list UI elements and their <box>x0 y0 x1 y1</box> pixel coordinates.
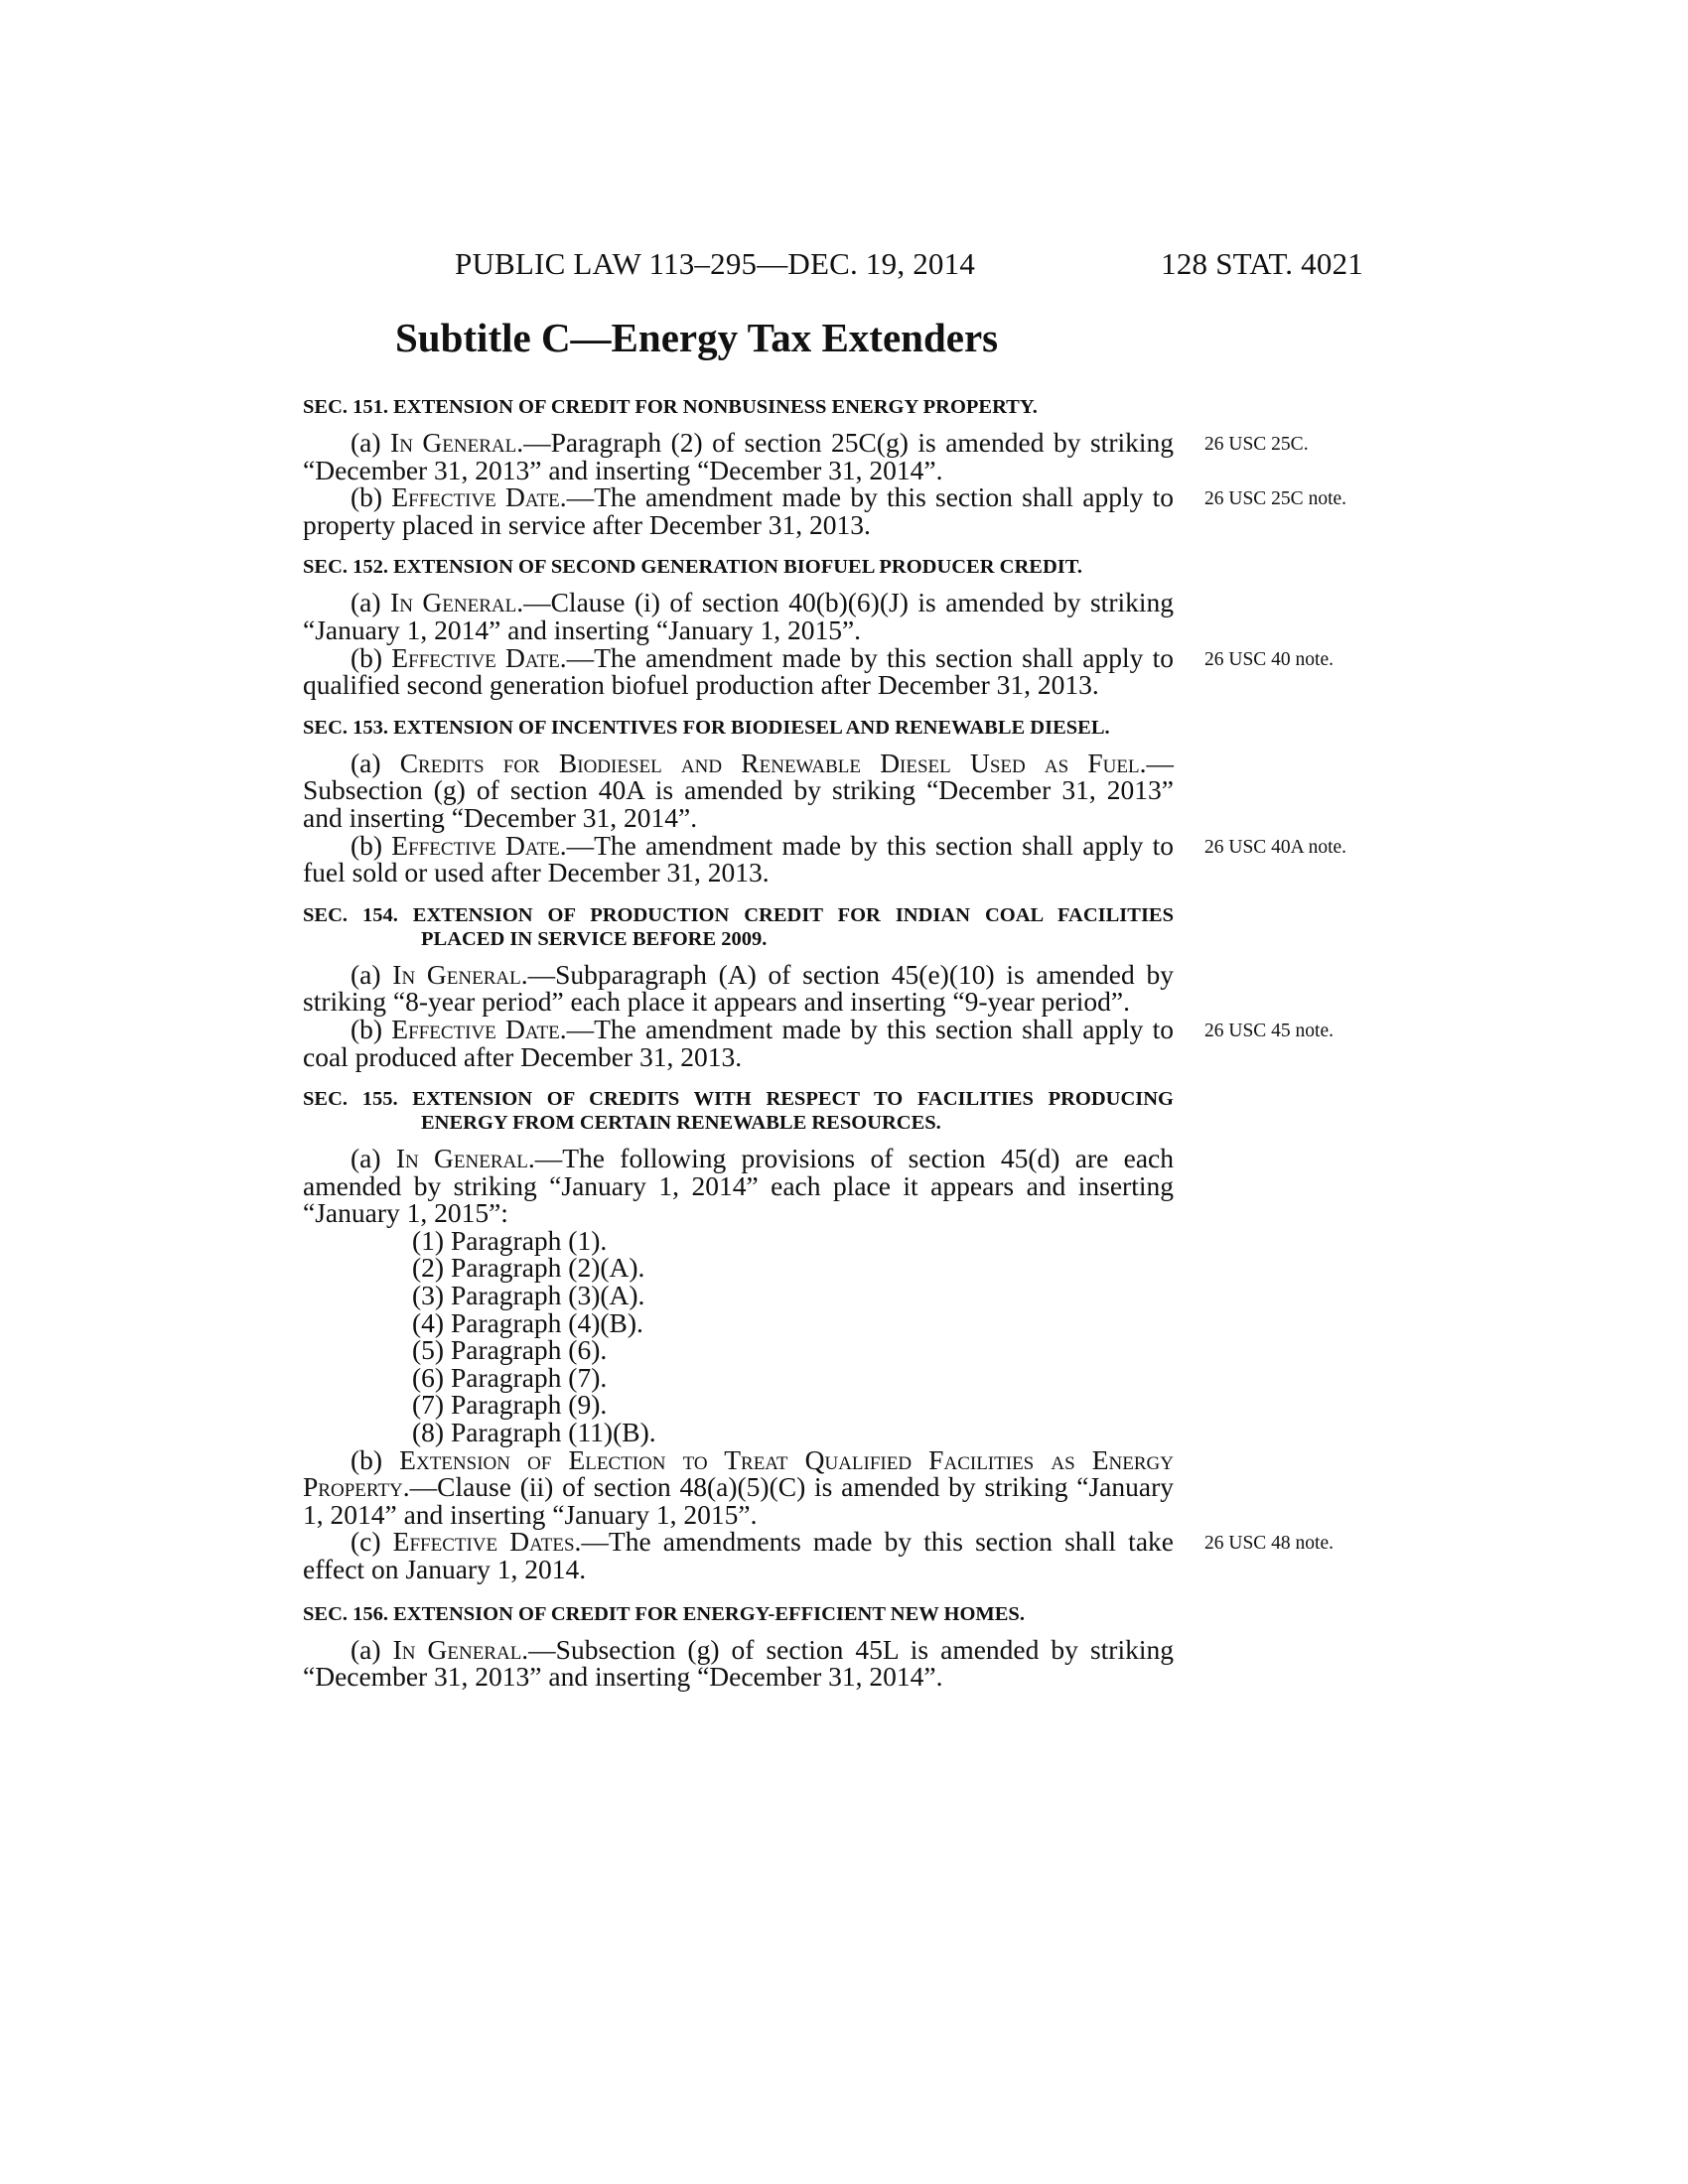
subsection-text: .—The amendment made by this section shall apply to fuel sold or used after December 31, 2013. <box>303 829 1174 888</box>
subsection-a <box>303 958 1174 1018</box>
section-heading: SEC. 154. EXTENSION OF PRODUCTION CREDIT FOR INDIAN COAL FACILITIES PLACED IN SERVICE BEFORE 2009. <box>303 903 1174 950</box>
subsection-caption: Effective Dates <box>392 1526 575 1558</box>
subsection-text: .—The amendment made by this section shall apply to property placed in service after December 31, 2013. <box>303 481 1174 540</box>
subsection-label: (b) <box>351 829 392 861</box>
subtitle-heading: Subtitle C—Energy Tax Extenders <box>395 315 999 360</box>
subsection-caption: In General <box>392 958 521 990</box>
subsection-a <box>303 1633 1174 1693</box>
subsection-text: .—Clause (ii) of section 48(a)(5)(C) is amended by striking “January 1, 2014” and inserting “January 1, 2015”. <box>303 1471 1174 1530</box>
subsection-caption: In General <box>390 427 517 458</box>
section-156 <box>303 1602 1174 1691</box>
paragraph-list-item: (7) Paragraph (9). <box>412 1389 608 1421</box>
section-153 <box>303 716 1347 888</box>
subsection-text: .—Subsection (g) of section 40A is amended by striking “December 31, 2013” and inserting “December 31, 2014”. <box>303 747 1174 833</box>
paragraph-list-item: (4) Paragraph (4)(B). <box>412 1306 643 1338</box>
usc-margin-note: 26 USC 25C note. <box>1204 488 1347 510</box>
subsection-b <box>303 1013 1335 1072</box>
subsection-b <box>303 641 1335 701</box>
subsection-caption: In General <box>395 1143 528 1174</box>
subsection-label: (b) <box>351 641 392 673</box>
section-heading: SEC. 152. EXTENSION OF SECOND GENERATION BIOFUEL PRODUCER CREDIT. <box>303 556 1083 579</box>
subsection-text: .—Subparagraph (A) of section 45(e)(10) is amended by striking “8-year period” each place it appears and inserting “9-year period”. <box>303 958 1174 1018</box>
subsection-text: .—The amendments made by this section shall take effect on January 1, 2014. <box>303 1526 1174 1584</box>
usc-margin-note: 26 USC 45 note. <box>1204 1020 1335 1041</box>
document-body <box>303 395 1347 1693</box>
section-151 <box>303 395 1347 540</box>
subsection-text: .—The amendment made by this section shall apply to qualified second generation biofuel production after December 31, 2013. <box>303 641 1174 701</box>
subsection-text: .—The following provisions of section 45(d) are each amended by striking “January 1, 2014” each place it appears and inserting “January 1, 2015”: <box>303 1143 1175 1229</box>
subsection-label: (a) <box>351 747 400 778</box>
paragraph-list-item: (3) Paragraph (3)(A). <box>412 1280 645 1311</box>
usc-margin-note: 26 USC 25C. <box>1204 434 1309 455</box>
section-heading: SEC. 155. EXTENSION OF CREDITS WITH RESPECT TO FACILITIES PRODUCING ENERGY FROM CERTAIN RENEWABLE RESOURCES. <box>303 1088 1174 1135</box>
subsection-caption: In General <box>390 587 517 618</box>
subsection-text: .—The amendment made by this section shall apply to coal produced after December 31, 2013. <box>303 1013 1174 1072</box>
subsection-label: (b) <box>351 1443 400 1475</box>
usc-margin-note: 26 USC 48 note. <box>1204 1533 1335 1555</box>
subsection-label: (a) <box>351 587 391 618</box>
subsection-b <box>303 1443 1174 1530</box>
subsection-label: (b) <box>351 481 392 513</box>
paragraph-list-item: (8) Paragraph (11)(B). <box>412 1417 656 1448</box>
subsection-text: .—Subsection (g) of section 45L is amended by striking “December 31, 2013” and inserting “December 31, 2014”. <box>303 1633 1174 1693</box>
statute-page-number: 128 STAT. 4021 <box>1161 246 1363 281</box>
subsection-caption: Effective Date <box>391 481 560 513</box>
paragraph-list-item: (1) Paragraph (1). <box>412 1224 608 1256</box>
section-heading: SEC. 153. EXTENSION OF INCENTIVES FOR BIODIESEL AND RENEWABLE DIESEL. <box>303 716 1110 739</box>
subsection-c <box>303 1526 1335 1584</box>
subsection-label: (a) <box>351 1143 396 1174</box>
subsection-caption: Extension of Election to Treat Qualified Facilities as Energy Property <box>303 1443 1174 1503</box>
subsection-b <box>303 481 1347 540</box>
subsection-caption: Effective Date <box>391 641 560 673</box>
subsection-label: (b) <box>351 1013 392 1044</box>
subsection-a <box>303 1145 1174 1227</box>
subsection-b <box>303 829 1347 888</box>
subsection-caption: In General <box>392 1633 522 1665</box>
section-154 <box>303 903 1335 1072</box>
subsection-a <box>303 747 1174 833</box>
subsection-caption: Credits for Biodiesel and Renewable Diesel Used as Fuel <box>399 747 1140 778</box>
subsection-label: (a) <box>351 1633 393 1665</box>
usc-margin-note: 26 USC 40 note. <box>1204 648 1335 670</box>
subsection-caption: Effective Date <box>391 829 560 861</box>
subsection-text: .—Paragraph (2) of section 25C(g) is amended by striking “December 31, 2013” and inserting “December 31, 2014”. <box>303 427 1175 485</box>
subsection-label: (c) <box>351 1526 393 1558</box>
subsection-caption: Effective Date <box>391 1013 560 1044</box>
section-heading: SEC. 156. EXTENSION OF CREDIT FOR ENERGY-EFFICIENT NEW HOMES. <box>303 1602 1025 1625</box>
usc-margin-note: 26 USC 40A note. <box>1204 836 1347 858</box>
section-155 <box>303 1087 1335 1584</box>
section-heading: SEC. 151. EXTENSION OF CREDIT FOR NONBUSINESS ENERGY PROPERTY. <box>303 396 1038 418</box>
paragraph-list-item: (6) Paragraph (7). <box>412 1361 608 1393</box>
paragraph-list-item: (5) Paragraph (6). <box>412 1334 608 1366</box>
subsection-label: (a) <box>351 958 393 990</box>
paragraph-list-item: (2) Paragraph (2)(A). <box>412 1252 645 1284</box>
subsection-a <box>303 589 1174 643</box>
running-head <box>455 246 1363 286</box>
public-law-citation: PUBLIC LAW 113–295—DEC. 19, 2014 <box>455 246 976 281</box>
subsection-label: (a) <box>351 427 391 458</box>
subsection-a <box>303 427 1309 485</box>
subsection-text: .—Clause (i) of section 40(b)(6)(J) is amended by striking “January 1, 2014” and inserting “January 1, 2015”. <box>303 587 1175 645</box>
section-152 <box>303 555 1335 701</box>
